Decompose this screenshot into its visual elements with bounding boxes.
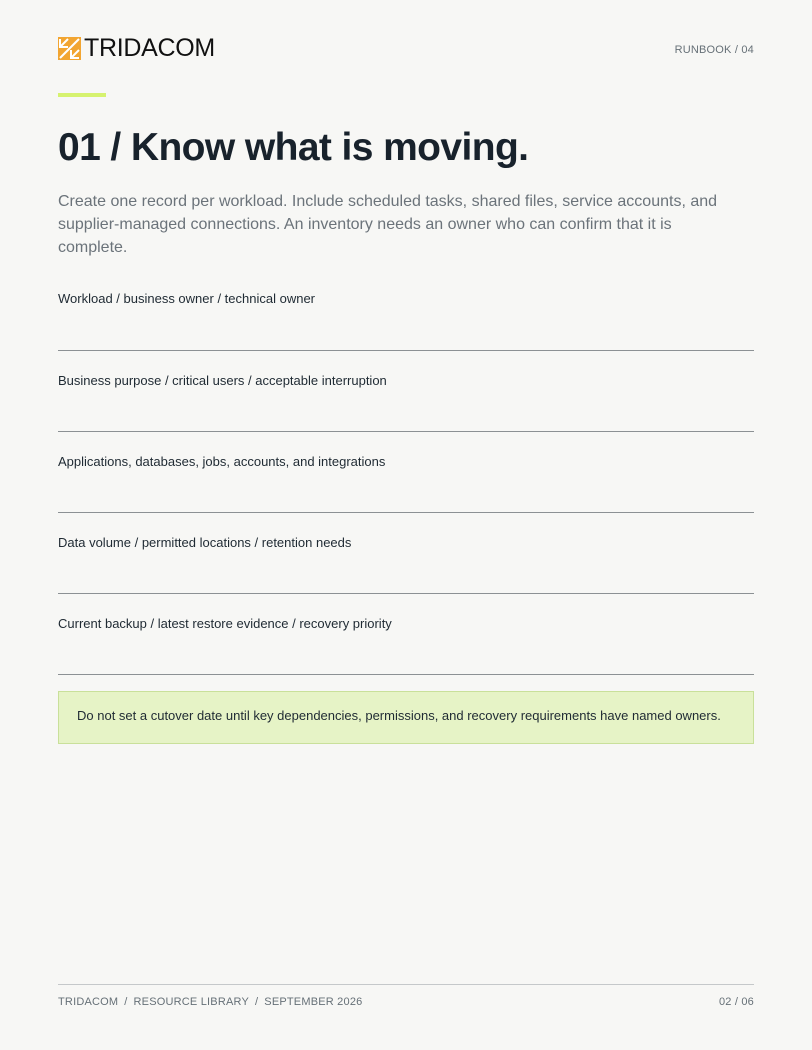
footer-crumb-brand: TRIDACOM [58, 996, 119, 1008]
field-label: Applications, databases, jobs, accounts, and integrations [58, 454, 386, 469]
tridacom-logo-icon [58, 37, 81, 60]
page-number: 02 / 06 [718, 996, 754, 1008]
field-label: Current backup / latest restore evidence / recovery priority [58, 616, 392, 631]
form-field-owners[interactable] [58, 269, 754, 351]
form-field-applications[interactable] [58, 432, 754, 513]
footer-separator: / [255, 996, 259, 1008]
intro-text: Create one record per workload. Include scheduled tasks, shared files, service accounts, and supplier-managed connections. An inventory needs an owner who can confirm that it is complete. [58, 193, 718, 256]
form-field-backup[interactable] [58, 594, 754, 675]
brand-logo [58, 36, 215, 60]
notice-callout: Do not set a cutover date until key dependencies, permissions, and recovery requirements have named owners. [58, 691, 754, 744]
form-field-data-volume[interactable] [58, 513, 754, 594]
footer-breadcrumb [58, 996, 362, 1008]
footer-separator: / [124, 996, 128, 1008]
footer-crumb-date: SEPTEMBER 2026 [264, 996, 363, 1008]
page-title: 01 / Know what is moving. [58, 126, 529, 169]
field-label: Data volume / permitted locations / retention needs [58, 535, 352, 550]
page [58, 0, 754, 1050]
footer-crumb-library: RESOURCE LIBRARY [133, 996, 250, 1008]
header [58, 35, 754, 63]
form-field-purpose[interactable] [58, 351, 754, 432]
field-label: Workload / business owner / technical owner [58, 291, 315, 306]
inventory-form [58, 269, 754, 675]
field-label: Business purpose / critical users / acceptable interruption [58, 373, 387, 388]
runbook-label: RUNBOOK / 04 [674, 44, 754, 56]
footer [58, 984, 754, 1008]
brand-name: TRIDACOM [84, 34, 215, 62]
accent-bar [58, 93, 106, 97]
